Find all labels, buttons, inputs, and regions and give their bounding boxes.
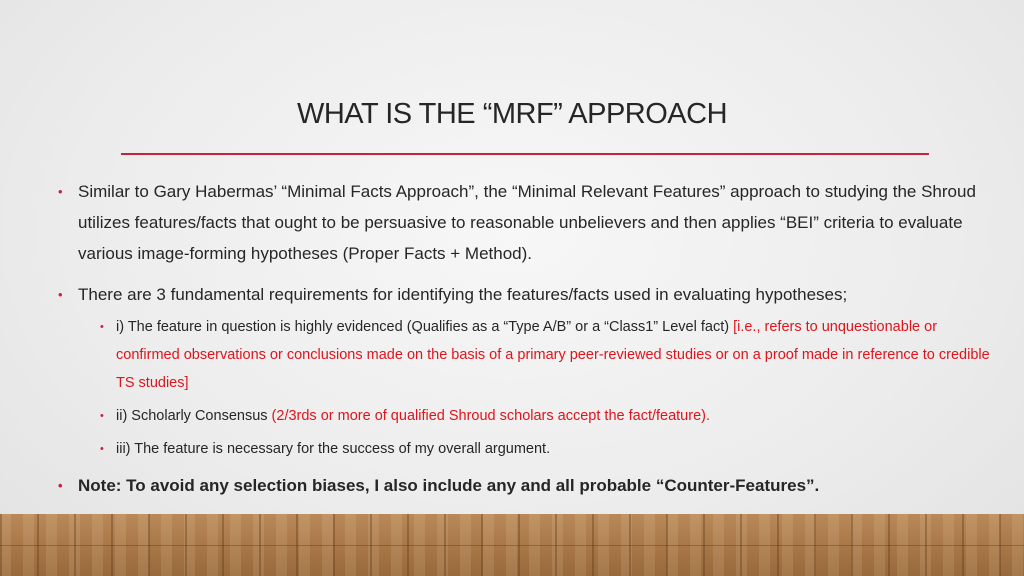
bullet-icon: • [100,443,104,455]
bullet-icon: • [58,287,63,302]
bullet-icon: • [58,478,63,493]
sub-bullet-consensus [58,402,998,430]
slide-title: WHAT IS THE “MRF” APPROACH [296,98,728,130]
bullet-icon: • [100,321,104,333]
bullet-text: There are 3 fundamental requirements for identifying the features/facts used in evaluating hypotheses; [78,285,848,304]
floor-seam [0,545,1024,546]
sub-bullet-text: i) The feature in question is highly evidenced (Qualifies as a “Type A/B” or a “Class1” Level fact) [116,319,734,335]
title-divider [121,153,929,155]
sub-bullet-text: iii) The feature is necessary for the success of my overall argument. [116,441,551,457]
bullet-icon: • [58,184,63,199]
bullet-mrf-description [58,176,998,269]
sub-bullet-necessity [58,435,998,463]
bullet-note [58,470,998,501]
note-text: Note: To avoid any selection biases, I also include any and all probable “Counter-Features”. [78,476,820,495]
sub-bullet-evidence [58,313,998,397]
sub-bullet-highlight: [i.e., refers to unquestionable or confirmed observations or conclusions made on the basis of a primary peer-reviewed studies or on a proof made in reference to credible TS studies] [116,319,990,391]
sub-bullet-highlight: (2/3rds or more of qualified Shroud scholars accept the fact/feature). [271,408,710,424]
bullet-requirements [58,279,998,310]
sub-bullet-text: ii) Scholarly Consensus [116,408,272,424]
bullet-text: Similar to Gary Habermas’ “Minimal Facts Approach”, the “Minimal Relevant Features” approach to studying the Shroud utilizes features/facts that ought to be persuasive to reasonable unbelievers and then applies “BEI” criteria to evaluate various image-forming hypotheses (Proper Facts + Method). [78,182,976,263]
slide-content [58,176,998,501]
bullet-icon: • [100,410,104,422]
